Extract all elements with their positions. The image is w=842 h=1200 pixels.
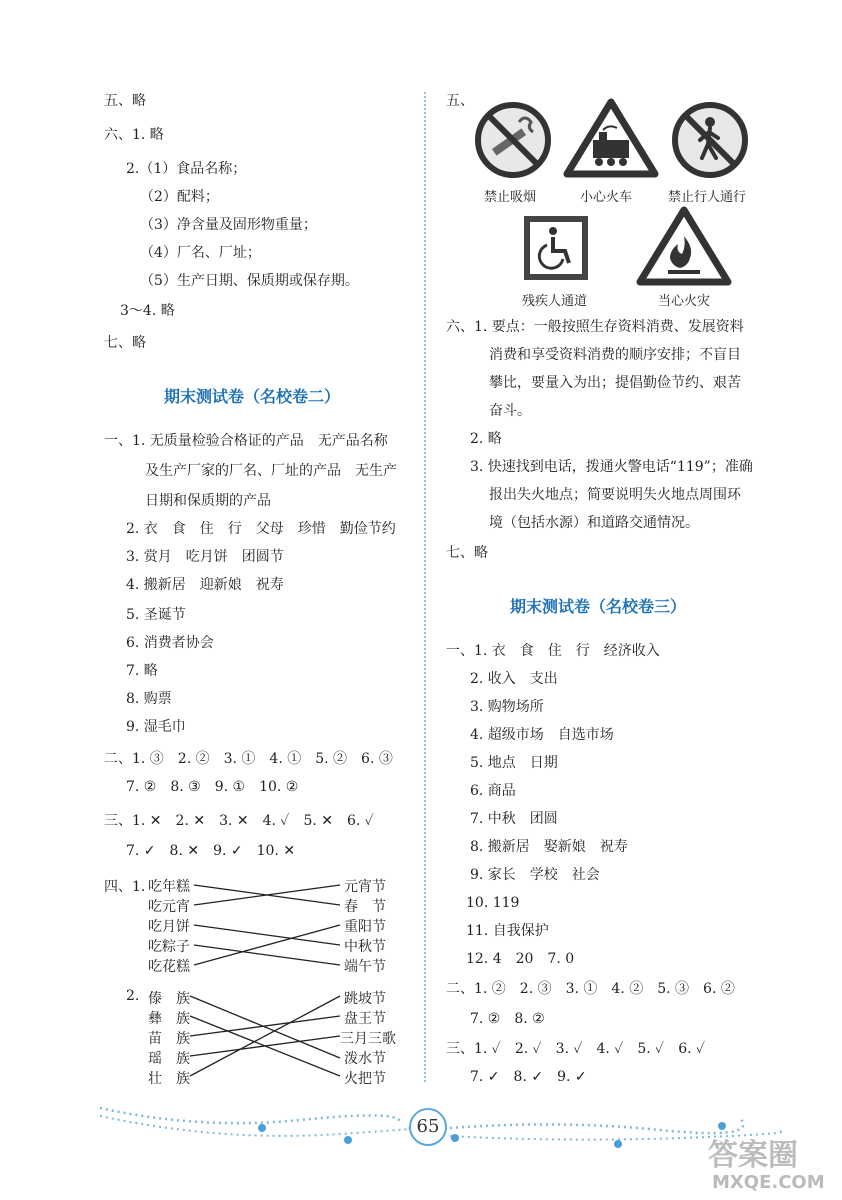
answer-line: 4. 搬新居 迎新娘 祝寿: [126, 577, 284, 593]
answer-line: 8. 购票: [126, 691, 172, 707]
match-left-item: 吃元宵: [148, 899, 190, 915]
answer-line: 3. 快速找到电话，拨通火警电话“119”；准确: [470, 459, 753, 475]
answer-line: 奋斗。: [489, 403, 531, 419]
answer-line: 七、略: [446, 545, 488, 561]
page-number: 65: [409, 1108, 447, 1146]
match-right-item: 火把节: [344, 1071, 386, 1087]
column-divider: [424, 92, 426, 1082]
answer-line: （2）配料；: [140, 189, 219, 205]
answer-line: （4）厂名、厂址；: [140, 245, 261, 261]
answer-line: 6. 消费者协会: [126, 635, 214, 651]
answer-line: 一、1. 衣 食 住 行 经济收入: [446, 643, 660, 659]
match-left-item: 苗 族: [148, 1031, 190, 1047]
match-prefix: 2.: [126, 988, 140, 1004]
answer-line: 2.（1）食品名称；: [126, 161, 247, 177]
match-right-item: 中秋节: [344, 939, 386, 955]
answer-line: 7. ② 8. ③ 9. ① 10. ②: [126, 779, 299, 795]
answer-line: 5. 地点 日期: [470, 755, 558, 771]
answer-line: 5. 圣诞节: [126, 607, 186, 623]
no-pedestrians-sign-icon: [670, 100, 750, 180]
answer-line: 报出失火地点；简要说明失火地点周围环: [489, 487, 741, 503]
sign-label: 当心火灾: [658, 294, 711, 309]
answer-line: 6. 商品: [470, 783, 516, 799]
answer-line: 三、1. ✓ 2. ✓ 3. ✓ 4. ✓ 5. ✓ 6. ✓: [446, 1041, 706, 1057]
answer-line: 六、1. 要点：一般按照生存资料消费、发展资料: [446, 319, 744, 335]
match-right-item: 泼水节: [344, 1051, 386, 1067]
watermark-url: MXQE.COM: [712, 1172, 825, 1193]
answer-line: 8. 搬新居 娶新娘 祝寿: [470, 839, 628, 855]
answer-line: 及生产厂家的厂名、厂址的产品 无生产: [145, 463, 397, 479]
section-title: 期末测试卷（名校卷二）: [164, 387, 341, 406]
answer-line: 五、略: [104, 93, 146, 109]
answer-line: 六、1. 略: [104, 127, 164, 143]
sign-label: 禁止行人通行: [668, 190, 747, 205]
answer-line: 二、1. ③ 2. ② 3. ① 4. ① 5. ② 6. ③: [104, 751, 393, 767]
answer-line: 9. 家长 学校 社会: [470, 867, 600, 883]
no-smoking-sign-icon: [473, 100, 553, 180]
answer-line: 2. 略: [470, 431, 502, 447]
match-left-item: 吃粽子: [148, 939, 190, 955]
answer-line: 12. 4 20 7. 0: [466, 951, 575, 967]
match-left-item: 傣 族: [148, 991, 190, 1007]
train-warning-sign-icon: [563, 98, 659, 178]
answer-line: 三、1. ✕ 2. ✕ 3. ✕ 4. ✓ 5. ✕ 6. ✓: [104, 813, 374, 829]
answer-line: 2. 衣 食 住 行 父母 珍惜 勤俭节约: [126, 521, 396, 537]
answer-line: 2. 收入 支出: [470, 671, 558, 687]
watermark-logo: 答案圈: [708, 1138, 798, 1173]
match-right-item: 春 节: [344, 899, 386, 915]
sign-label: 小心火车: [580, 190, 633, 205]
sign-label: 残疾人通道: [522, 294, 588, 309]
answer-line: 3～4. 略: [120, 303, 175, 319]
match-left-item: 瑶 族: [148, 1051, 190, 1067]
match-right-item: 跳坡节: [344, 991, 386, 1007]
fire-warning-sign-icon: [636, 206, 732, 286]
answer-line: 7. 中秋 团圆: [470, 811, 558, 827]
answer-line: 7. 略: [126, 663, 158, 679]
answer-line: （5）生产日期、保质期或保存期。: [140, 273, 359, 289]
answer-line: 11. 自我保护: [466, 923, 549, 939]
answer-line: 日期和保质期的产品: [145, 493, 271, 509]
match-left-item: 吃月饼: [148, 919, 190, 935]
wheelchair-access-sign-icon: [523, 215, 589, 281]
match-prefix: 四、1.: [104, 879, 146, 895]
match-right-item: 重阳节: [344, 919, 386, 935]
match-right-item: 盘王节: [344, 1011, 386, 1027]
answer-line: 七、略: [104, 335, 146, 351]
answer-line: 7. ✓ 8. ✓ 9. ✓: [470, 1069, 587, 1085]
sign-label: 禁止吸烟: [484, 190, 537, 205]
match-right-item: 三月三歌: [340, 1031, 396, 1047]
answer-line: 五、: [446, 93, 474, 109]
answer-line: 4. 超级市场 自选市场: [470, 727, 614, 743]
answer-line: 10. 119: [466, 895, 520, 911]
answer-line: 消费和享受资料消费的顺序安排；不盲目: [489, 347, 741, 363]
match-right-item: 端午节: [344, 959, 386, 975]
answer-line: （3）净含量及固形物重量；: [140, 217, 317, 233]
match-left-item: 吃花糕: [148, 959, 190, 975]
answer-line: 二、1. ② 2. ③ 3. ① 4. ② 5. ③ 6. ②: [446, 981, 735, 997]
answer-line: 7. ② 8. ②: [470, 1011, 545, 1027]
answer-line: 3. 赏月 吃月饼 团圆节: [126, 549, 284, 565]
answer-line: 攀比，要量入为出；提倡勤俭节约、艰苦: [489, 375, 741, 391]
section-title: 期末测试卷（名校卷三）: [510, 597, 687, 616]
answer-line: 3. 购物场所: [470, 699, 544, 715]
answer-line: 境（包括水源）和道路交通情况。: [489, 515, 699, 531]
match-left-item: 吃年糕: [148, 879, 190, 895]
answer-line: 9. 湿毛巾: [126, 719, 186, 735]
match-left-item: 壮 族: [148, 1071, 190, 1087]
answer-line: 一、1. 无质量检验合格证的产品 无产品名称: [104, 433, 388, 449]
match-right-item: 元宵节: [344, 879, 386, 895]
answer-line: 7. ✓ 8. ✕ 9. ✓ 10. ✕: [126, 843, 296, 859]
match-left-item: 彝 族: [148, 1011, 190, 1027]
